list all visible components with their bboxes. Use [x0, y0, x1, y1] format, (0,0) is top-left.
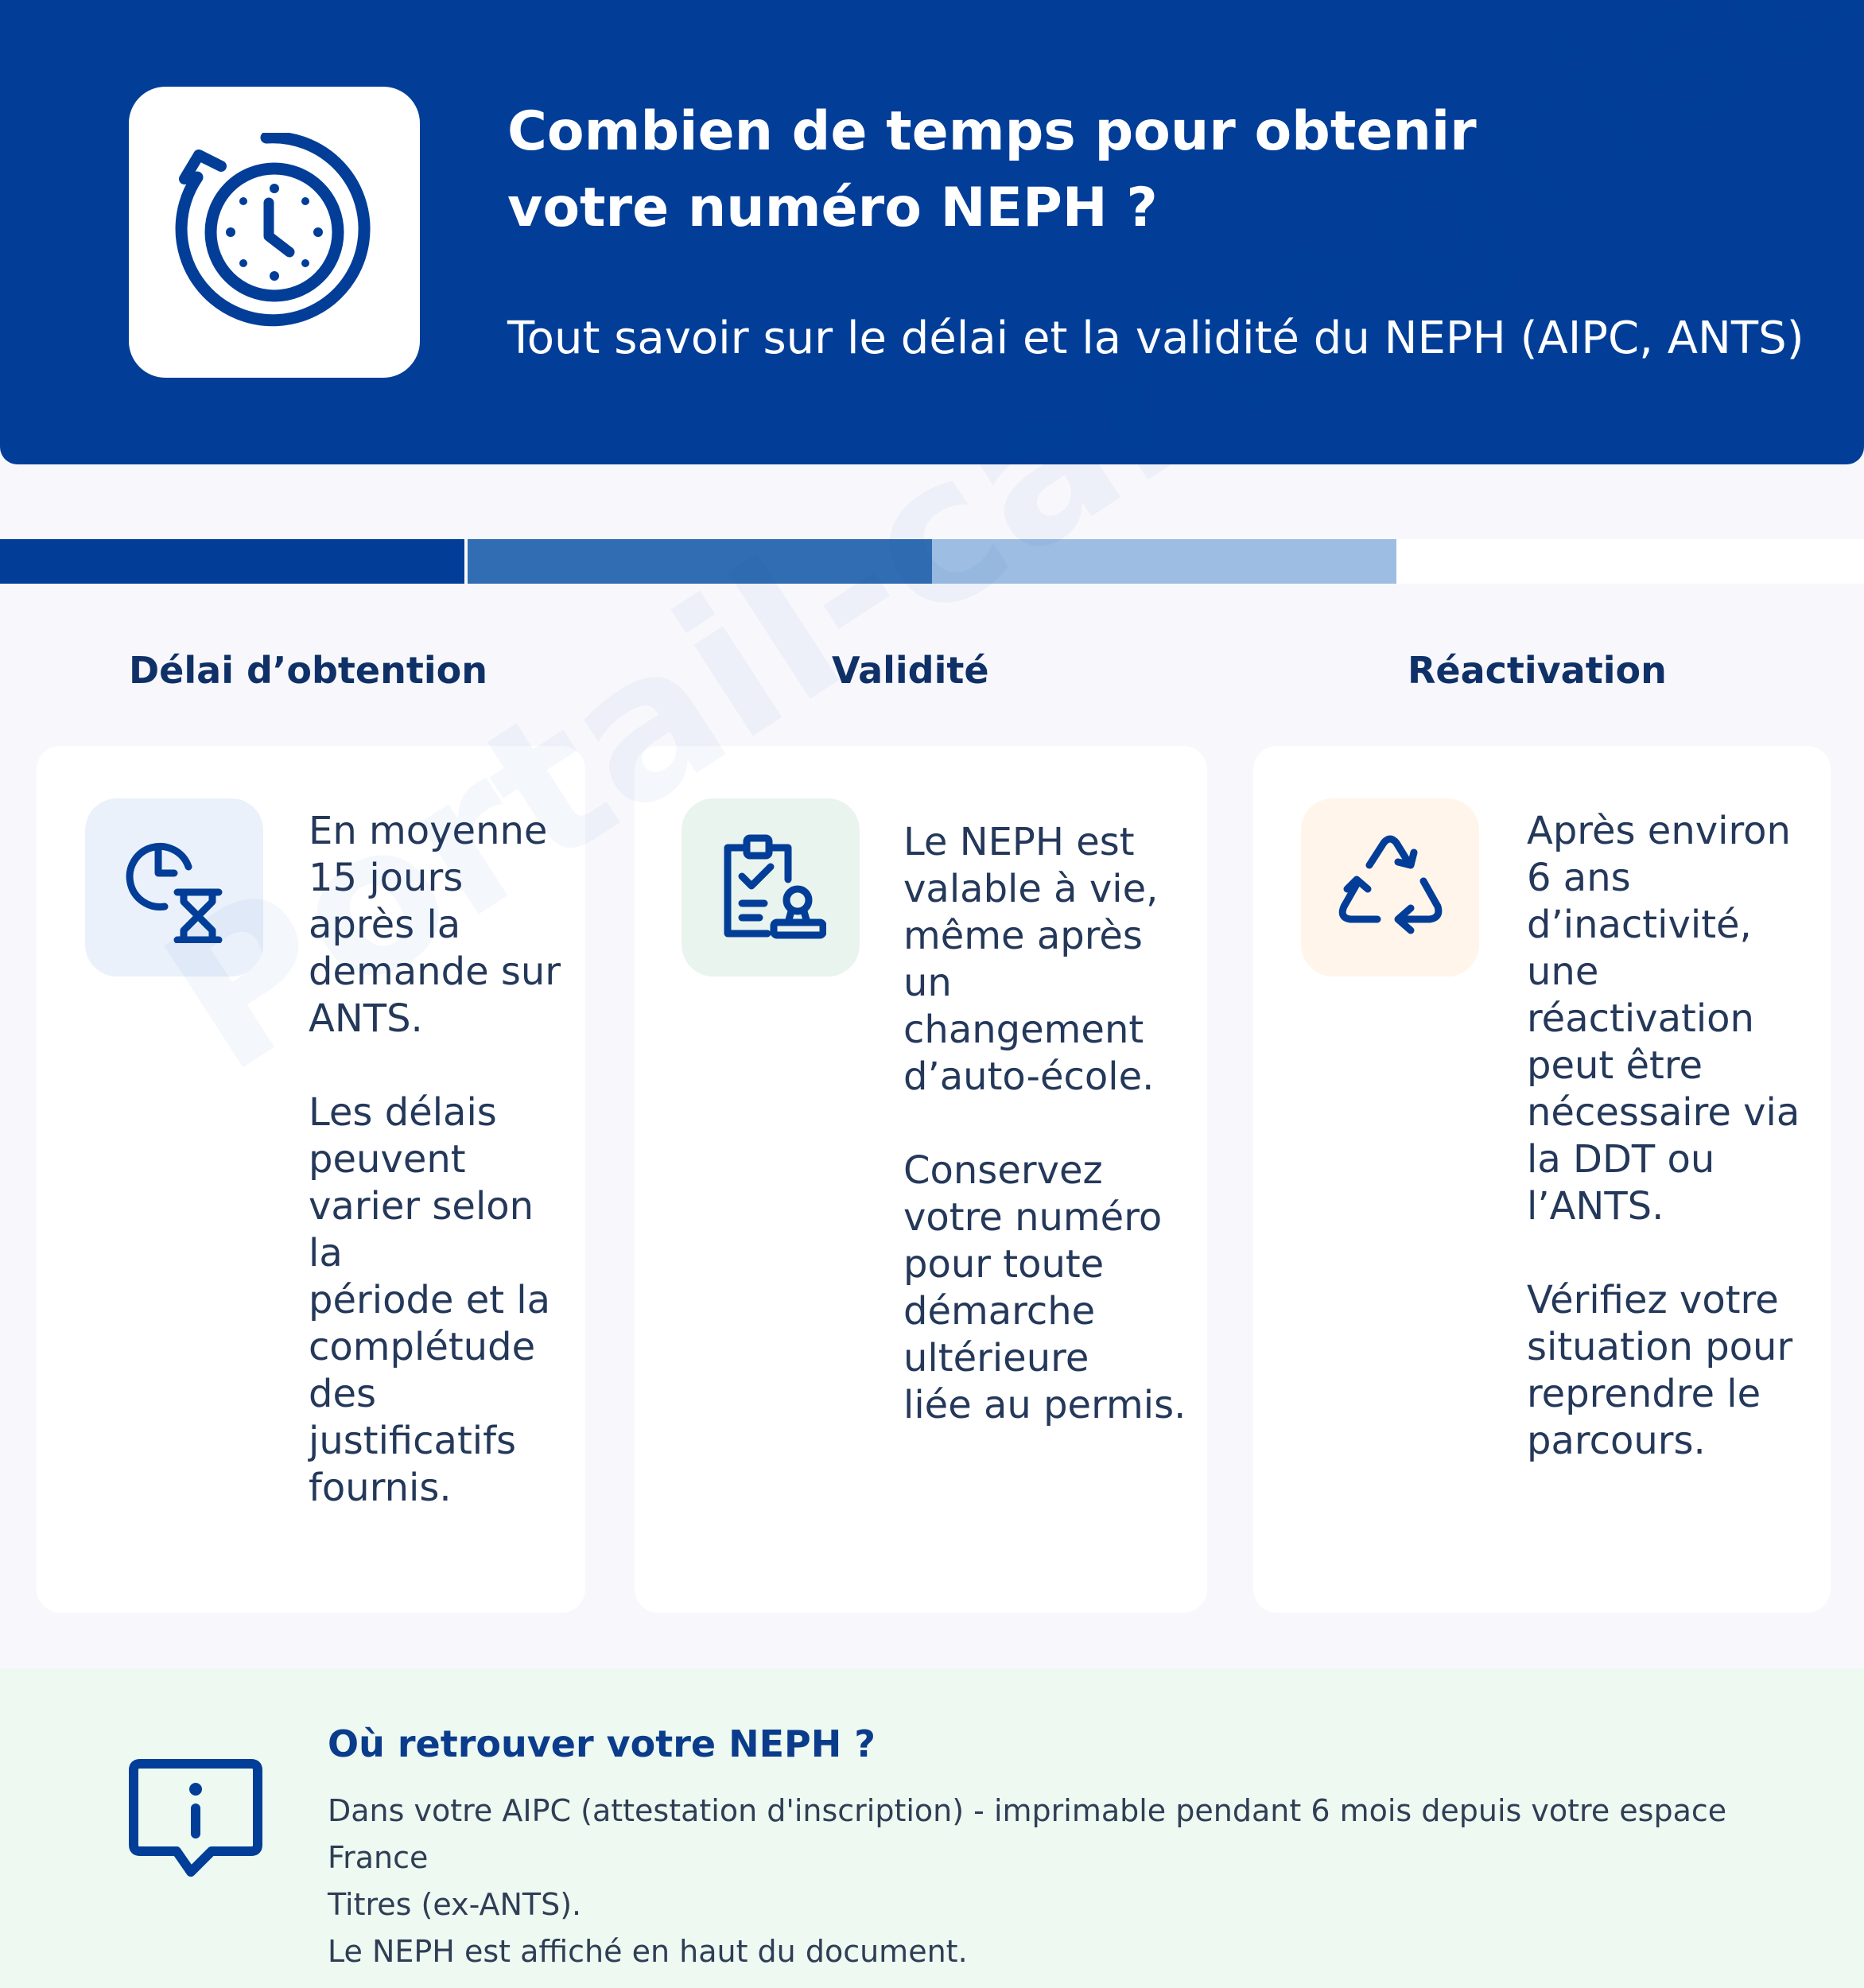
card-validite: [635, 746, 1207, 1613]
title-line-2: votre numéro NEPH ?: [507, 177, 1158, 239]
column-heading-delai: Délai d’obtention: [129, 649, 487, 692]
progress-segment-3: [932, 539, 1396, 584]
progress-segment-2: [468, 539, 932, 584]
card-paragraph: En moyenne 15 jours après la demande sur ANTS.: [309, 809, 561, 1041]
card-text-reactivation: [1527, 808, 1826, 1465]
info-text: [328, 1788, 1823, 1975]
info-line-3: Le NEPH est affiché en haut du document.: [328, 1934, 968, 1969]
card-paragraph: Vérifiez votre situation pour reprendre le parcours.: [1527, 1278, 1793, 1463]
progress-segment-1: [0, 539, 464, 584]
card-paragraph: Conservez votre numéro pour toute démarche ultérieure liée au permis.: [903, 1148, 1186, 1427]
column-heading-reactivation: Réactivation: [1408, 649, 1667, 692]
info-line-2: Titres (ex-ANTS).: [328, 1887, 582, 1922]
card-paragraph: Après environ 6 ans d’inactivité, une réactivation peut être nécessaire via la DDT ou l’ANTS.: [1527, 809, 1800, 1229]
clock-refresh-icon: [175, 133, 374, 332]
title-line-1: Combien de temps pour obtenir: [507, 100, 1477, 163]
progress-segment-4: [1396, 539, 1864, 584]
card-icon-box-reactivation: [1301, 798, 1479, 977]
card-delai: [37, 746, 585, 1613]
header-icon-box: [129, 87, 420, 378]
header-banner: [0, 0, 1864, 464]
info-title: Où retrouver votre NEPH ?: [328, 1722, 876, 1765]
card-paragraph: Les délais peuvent varier selon la période et la complétude des justificatifs fournis.: [309, 1090, 551, 1510]
page-title: [507, 94, 1541, 247]
info-bubble-icon: [124, 1751, 267, 1894]
card-icon-box-delai: [85, 798, 263, 977]
clock-hourglass-icon: [118, 832, 230, 943]
info-line-1: Dans votre AIPC (attestation d'inscription) - imprimable pendant 6 mois depuis votre espace France: [328, 1793, 1727, 1875]
card-icon-box-validite: [682, 798, 860, 977]
card-reactivation: [1253, 746, 1831, 1613]
card-text-validite: [903, 819, 1202, 1429]
card-text-delai: [309, 808, 579, 1512]
card-paragraph: Le NEPH est valable à vie, même après un changement d’auto-école.: [903, 820, 1159, 1099]
page-subtitle: Tout savoir sur le délai et la validité du NEPH (AIPC, ANTS): [507, 313, 1804, 364]
validated-document-icon: [715, 832, 826, 943]
recycle-icon: [1334, 832, 1446, 943]
column-heading-validite: Validité: [832, 649, 989, 692]
